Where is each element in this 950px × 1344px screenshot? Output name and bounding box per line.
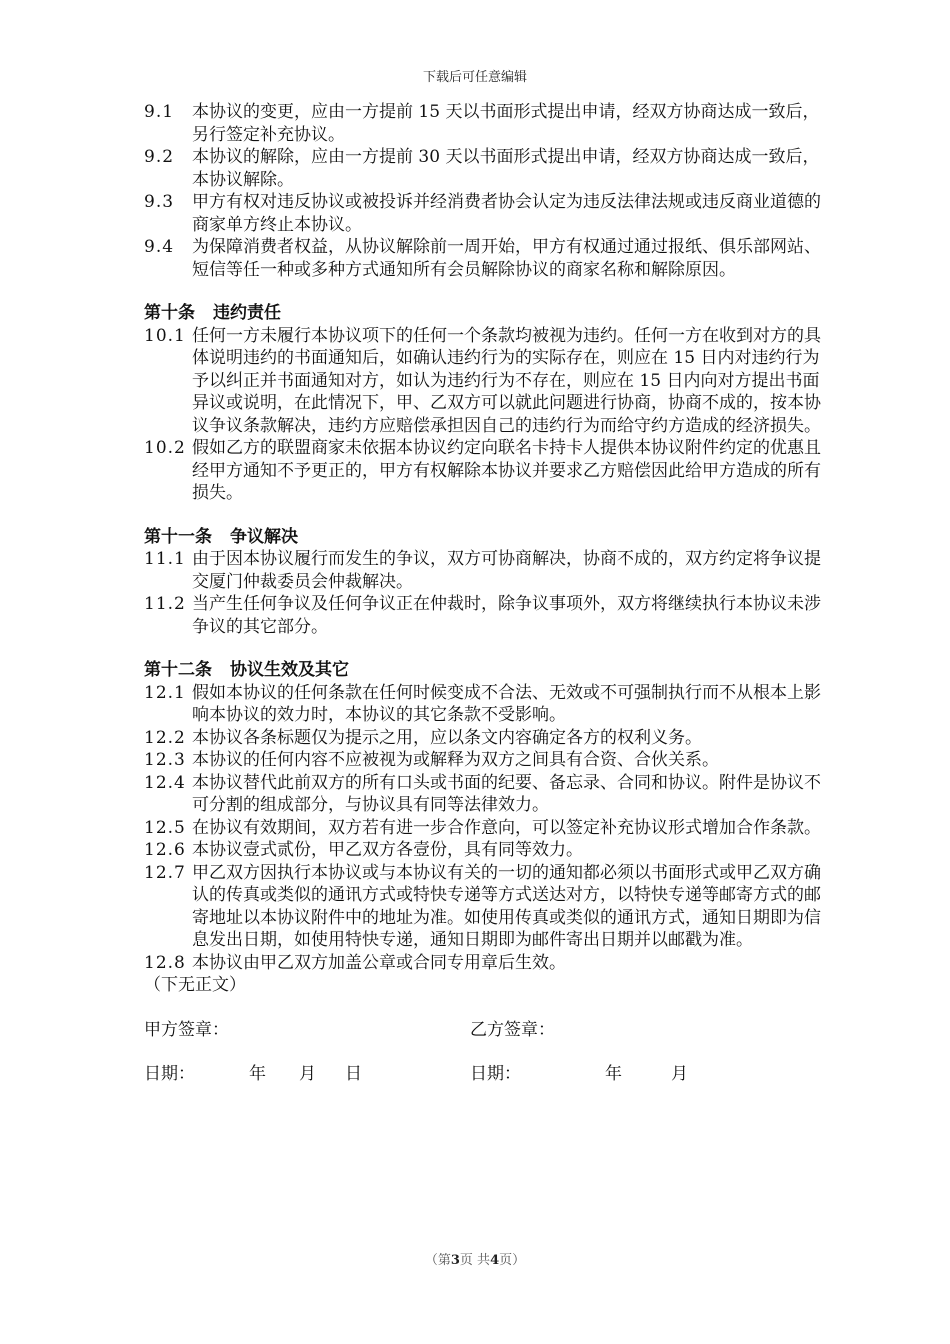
- signature-row: [144, 1019, 834, 1041]
- clause-number: 12.2: [144, 727, 186, 748]
- party-b-month: 月: [671, 1063, 688, 1084]
- party-a-month: 月: [299, 1063, 316, 1084]
- clause-text: 本协议替代此前双方的所有口头或书面的纪要、备忘录、合同和协议。附件是协议不可分割的组成部分，与协议具有同等法律效力。: [192, 772, 821, 815]
- clause-text: 本协议由甲乙双方加盖公章或合同专用章后生效。: [192, 952, 566, 973]
- clause-number: 12.4: [144, 772, 186, 793]
- clause-9-2: [144, 146, 834, 191]
- clause-text: 由于因本协议履行而发生的争议，双方可协商解决，协商不成的，双方约定将争议提交厦门仲裁委员会仲裁解决。: [192, 549, 821, 592]
- clause-9-3: [144, 191, 834, 236]
- current-page-number: 3: [450, 1253, 460, 1268]
- clause-number: 12.7: [144, 862, 186, 883]
- clause-9-4: [144, 236, 834, 281]
- clause-11-2: [144, 593, 834, 638]
- clause-number: 11.2: [144, 594, 186, 614]
- clause-text: 本协议的解除，应由一方提前 30 天以书面形式提出申请，经双方协商达成一致后，本协议解除。: [192, 147, 820, 190]
- clause-number: 10.2: [144, 438, 186, 458]
- total-page-count: 4: [490, 1253, 500, 1268]
- section-heading-12: [144, 659, 834, 682]
- clause-12-5: [144, 817, 834, 840]
- clause-number: 9.3: [144, 192, 175, 212]
- party-a-date-label: 日期：: [144, 1063, 195, 1084]
- clause-number: 9.1: [144, 102, 175, 122]
- section-title: 协议生效及其它: [230, 660, 349, 680]
- party-b-year: 年: [605, 1063, 622, 1084]
- clause-text: 当产生任何争议及任何争议正在仲裁时，除争议事项外，双方将继续执行本协议未涉争议的其它部分。: [192, 594, 821, 637]
- document-body: [144, 101, 834, 1085]
- section-number: 第十二条: [144, 660, 212, 680]
- clause-12-6: [144, 839, 834, 862]
- section-heading-10: [144, 302, 834, 325]
- page-header: 下载后可任意编辑: [422, 70, 527, 85]
- end-note: （下无正文）: [144, 975, 246, 995]
- clause-10-1: [144, 325, 834, 438]
- party-b-seal-label: 乙方签章：: [470, 1019, 555, 1040]
- clause-text: 本协议壹式贰份，甲乙双方各壹份，具有同等效力。: [192, 840, 583, 860]
- clause-9-1: [144, 101, 834, 146]
- clause-text: 本协议各条标题仅为提示之用，应以条文内容确定各方的权利义务。: [192, 727, 702, 748]
- date-row: [144, 1063, 834, 1085]
- clause-12-7: [144, 862, 834, 952]
- clause-text: 为保障消费者权益，从协议解除前一周开始，甲方有权通过通过报纸、俱乐部网站、短信等任一种或多种方式通知所有会员解除协议的商家名称和解除原因。: [192, 237, 821, 280]
- clause-number: 12.1: [144, 682, 186, 703]
- clause-12-1: [144, 682, 834, 727]
- clause-number: 9.4: [144, 237, 175, 257]
- clause-text: 在协议有效期间，双方若有进一步合作意向，可以签定补充协议形式增加合作条款。: [192, 817, 821, 838]
- clause-number: 11.1: [144, 549, 186, 569]
- footer-middle: 页 共: [459, 1253, 491, 1268]
- clause-text: 甲乙双方因执行本协议或与本协议有关的一切的通知都必须以书面形式或甲乙双方确认的传真或类似的通讯方式或特快专递等方式送达对方，以特快专递等邮寄方式的邮寄地址以本协议附件中的地址为准。如使用传真或类似的通讯方式，通知日期即为信息发出日期，如使用特快专递，通知日期即为邮件寄出日期并以邮戳为准。: [192, 862, 821, 950]
- section-heading-11: [144, 526, 834, 549]
- clause-number: 12.5: [144, 817, 186, 838]
- party-a-seal-label: 甲方签章：: [144, 1019, 229, 1040]
- section-number: 第十一条: [144, 526, 212, 547]
- clause-number: 12.3: [144, 750, 186, 770]
- footer-prefix: （第: [424, 1253, 451, 1268]
- clause-text: 假如本协议的任何条款在任何时候变成不合法、无效或不可强制执行而不从根本上影响本协议的效力时，本协议的其它条款不受影响。: [192, 682, 821, 725]
- clause-number: 12.6: [144, 840, 186, 860]
- clause-12-3: [144, 749, 834, 772]
- clause-text: 本协议的变更，应由一方提前 15 天以书面形式提出申请，经双方协商达成一致后，另行签定补充协议。: [192, 102, 820, 145]
- clause-12-4: [144, 772, 834, 817]
- party-a-year: 年: [249, 1063, 266, 1084]
- clause-12-2: [144, 727, 834, 750]
- clause-12-8: [144, 952, 834, 975]
- clause-number: 10.1: [144, 325, 186, 346]
- footer-suffix: 页）: [499, 1253, 526, 1268]
- section-title: 违约责任: [213, 303, 281, 323]
- clause-text: 甲方有权对违反协议或被投诉并经消费者协会认定为违反法律法规或违反商业道德的商家单方终止本协议。: [192, 192, 821, 235]
- party-a-day: 日: [345, 1063, 362, 1084]
- section-number: 第十条: [144, 303, 195, 323]
- clause-11-1: [144, 548, 834, 593]
- page-footer: [0, 1249, 950, 1268]
- clause-text: 任何一方未履行本协议项下的任何一个条款均被视为违约。任何一方在收到对方的具体说明违约的书面通知后，如确认违约行为的实际存在，则应在 15 日内对违约行为予以纠正并书面通知对方，如认为违约行为不存在，则应在 15 日内向对方提出书面异议或说明，在此情况下，甲、乙双方可以就此问题进行协商，协商不成的，按本协议争议条款解决，违约方应赔偿承担因自己的违约行为而给守约方造成的经济损失。: [192, 325, 821, 436]
- clause-number: 9.2: [144, 147, 175, 167]
- section-title: 争议解决: [230, 526, 298, 547]
- clause-text: 假如乙方的联盟商家未依据本协议约定向联名卡持卡人提供本协议附件约定的优惠且经甲方通知不予更正的，甲方有权解除本协议并要求乙方赔偿因此给甲方造成的所有损失。: [192, 438, 821, 503]
- clause-10-2: [144, 437, 834, 505]
- clause-text: 本协议的任何内容不应被视为或解释为双方之间具有合资、合伙关系。: [192, 750, 719, 770]
- party-b-date-label: 日期：: [470, 1063, 521, 1084]
- clause-number: 12.8: [144, 952, 186, 973]
